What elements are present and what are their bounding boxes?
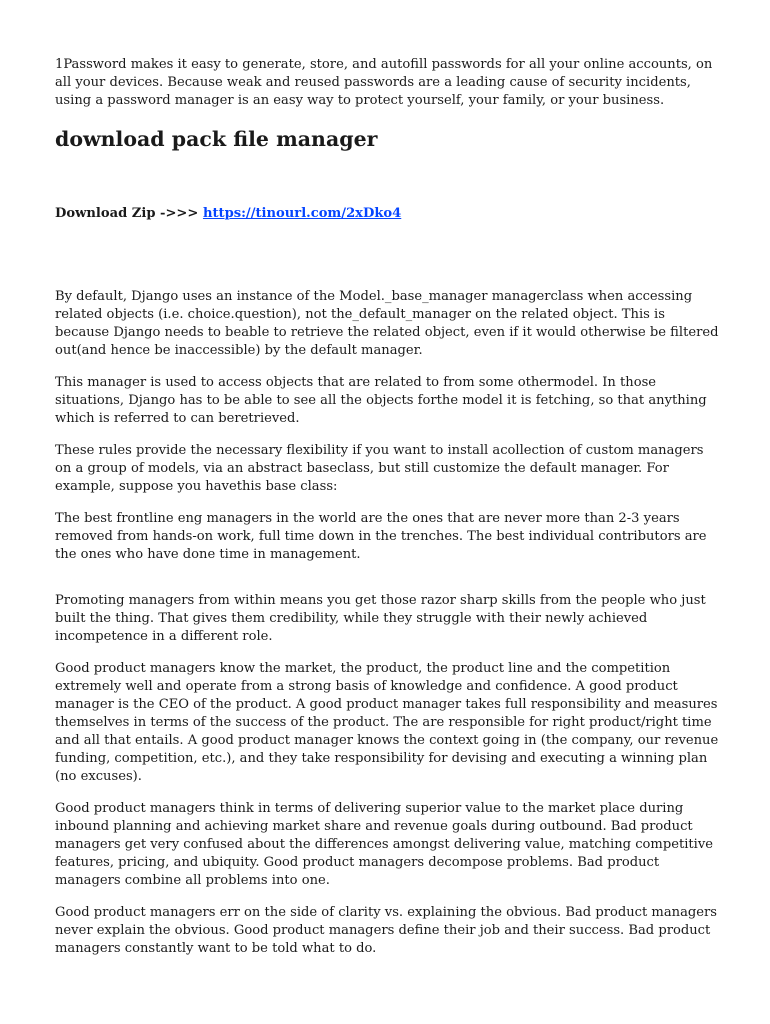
download-label: Download Zip ->>> [55, 206, 203, 221]
paragraph-frontline-managers: The best frontline eng managers in the world are the ones that are never more than 2-3 years removed from hands-on work, full time down in the trenches. The best individual contributors are the ones who have done time in management. [55, 511, 707, 562]
page-title: download pack file manager [55, 127, 378, 151]
intro-paragraph: 1Password makes it easy to generate, store, and autofill passwords for all your online accounts, on all your devices. Because weak and reused passwords are a leading cause of security incidents, using a password manager is an easy way to protect yourself, your family, or your business. [55, 57, 713, 108]
paragraph-django-default-manager: By default, Django uses an instance of the Model._base_manager managerclass when accessing related objects (i.e. choice.question), not the_default_manager on the related object. This is because Django needs to beable to retrieve the related object, even if it would otherwise be filtered out(and hence be inaccessible) by the default manager. [55, 289, 719, 358]
download-link[interactable]: https://tinourl.com/2xDko4 [202, 206, 402, 221]
document-page [55, 56, 720, 958]
paragraph-related-objects: This manager is used to access objects that are related to from some othermodel. In those situations, Django has to be able to see all the objects forthe model it is fetching, so that anything which is referred to can beretrieved. [55, 375, 707, 426]
download-line [55, 205, 720, 223]
paragraph-custom-managers: These rules provide the necessary flexibility if you want to install acollection of custom managers on a group of models, via an abstract baseclass, but still customize the default manager. For example, suppose you havethis base class: [55, 443, 704, 494]
paragraph-good-product-managers-value: Good product managers think in terms of delivering superior value to the market place during inbound planning and achieving market share and revenue goals during outbound. Bad product managers get very confused about the differences amongst delivering value, matching competitive features, pricing, and ubiquity. Good product managers decompose problems. Bad product managers combine all problems into one. [55, 801, 714, 888]
paragraph-good-product-managers-know: Good product managers know the market, the product, the product line and the competition extremely well and operate from a strong basis of knowledge and confidence. A good product manager is the CEO of the product. A good product manager takes full responsibility and measures themselves in terms of the success of the product. The are responsible for right product/right time and all that entails. A good product manager knows the context going in (the company, our revenue funding, competition, etc.), and they take responsibility for devising and executing a winning plan (no excuses). [55, 661, 719, 784]
paragraph-promoting-managers: Promoting managers from within means you get those razor sharp skills from the people who just built the thing. That gives them credibility, while they struggle with their newly achieved incompetence in a different role. [55, 593, 706, 644]
paragraph-good-product-managers-clarity: Good product managers err on the side of clarity vs. explaining the obvious. Bad product managers never explain the obvious. Good product managers define their job and their success. Bad product managers constantly want to be told what to do. [55, 905, 717, 956]
